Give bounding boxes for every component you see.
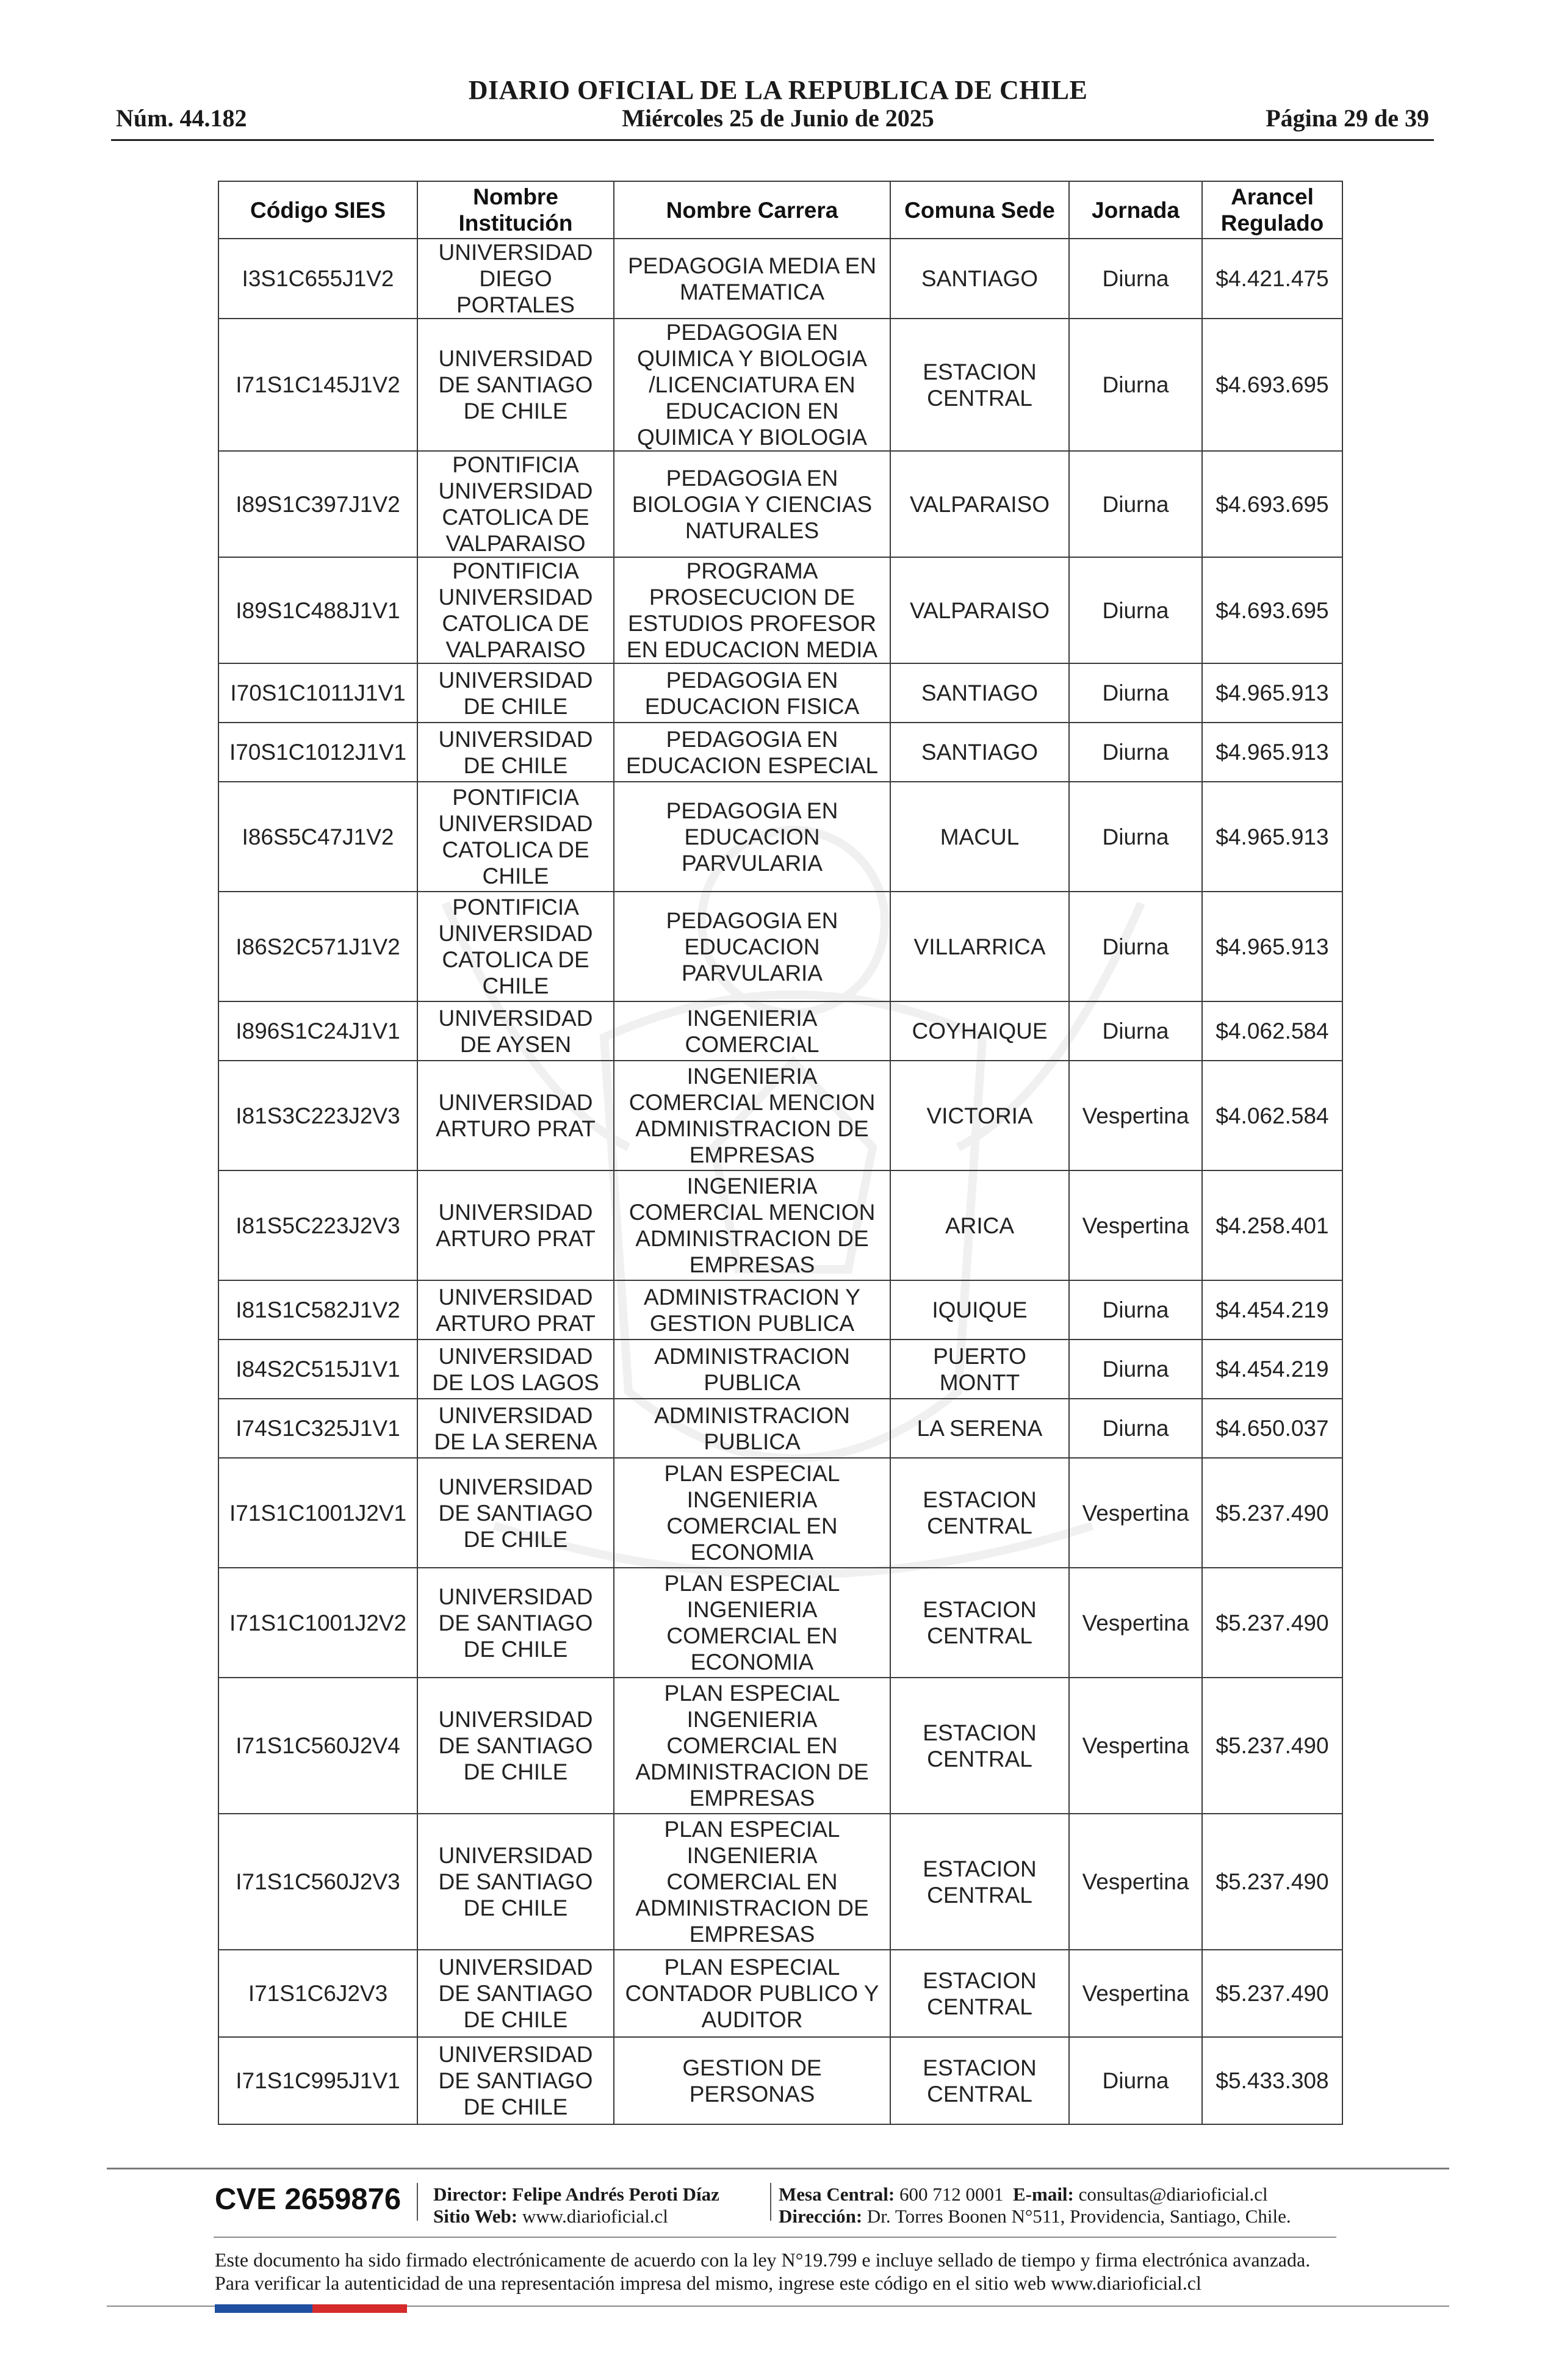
cell-arancel: $4.258.401 (1202, 1170, 1342, 1280)
cell-jornada: Diurna (1069, 782, 1202, 892)
cell-codigo: I70S1C1011J1V1 (218, 663, 417, 723)
cell-arancel: $5.237.490 (1202, 1814, 1342, 1950)
cell-carrera: PLAN ESPECIAL INGENIERIA COMERCIAL EN ECONOMIA (614, 1458, 890, 1568)
web-label: Sitio Web: (433, 2205, 518, 2227)
cell-arancel: $4.062.584 (1202, 1001, 1342, 1061)
table-row (218, 1399, 1342, 1458)
cell-institucion: UNIVERSIDAD DE SANTIAGO DE CHILE (417, 1678, 614, 1814)
cell-arancel: $4.454.219 (1202, 1280, 1342, 1340)
cell-arancel: $4.965.913 (1202, 723, 1342, 782)
cell-arancel: $4.965.913 (1202, 782, 1342, 892)
mesa-phone: 600 712 0001 (899, 2183, 1004, 2205)
cell-comuna: ESTACION CENTRAL (890, 319, 1069, 451)
table-row (218, 723, 1342, 782)
director-name: Felipe Andrés Peroti Díaz (512, 2183, 719, 2205)
header-codigo: Código SIES (218, 181, 417, 239)
cell-codigo: I896S1C24J1V1 (218, 1001, 417, 1061)
cell-codigo: I71S1C6J2V3 (218, 1950, 417, 2037)
web-link[interactable]: www.diarioficial.cl (522, 2205, 668, 2227)
cell-arancel: $4.965.913 (1202, 892, 1342, 1001)
cell-jornada: Vespertina (1069, 1568, 1202, 1678)
cell-institucion: UNIVERSIDAD DE SANTIAGO DE CHILE (417, 319, 614, 451)
cell-institucion: UNIVERSIDAD ARTURO PRAT (417, 1170, 614, 1280)
table-row (218, 557, 1342, 663)
cell-comuna: PUERTO MONTT (890, 1340, 1069, 1399)
cell-institucion: PONTIFICIA UNIVERSIDAD CATOLICA DE VALPARAISO (417, 451, 614, 557)
table-header-row (218, 181, 1342, 239)
footer-director-block (433, 2183, 719, 2227)
cell-comuna: SANTIAGO (890, 663, 1069, 723)
cell-institucion: PONTIFICIA UNIVERSIDAD CATOLICA DE VALPARAISO (417, 557, 614, 663)
page-indicator: Página 29 de 39 (1266, 104, 1429, 132)
cell-codigo: I71S1C560J2V4 (218, 1678, 417, 1814)
cell-carrera: PEDAGOGIA EN EDUCACION PARVULARIA (614, 892, 890, 1001)
cell-carrera: PROGRAMA PROSECUCION DE ESTUDIOS PROFESOR EN EDUCACION MEDIA (614, 557, 890, 663)
cell-institucion: PONTIFICIA UNIVERSIDAD CATOLICA DE CHILE (417, 782, 614, 892)
issue-date: Miércoles 25 de Junio de 2025 (622, 104, 934, 132)
email-label: E-mail: (1013, 2183, 1074, 2205)
cell-institucion: UNIVERSIDAD DE CHILE (417, 723, 614, 782)
cell-arancel: $5.433.308 (1202, 2037, 1342, 2124)
flag-stripe-blue (215, 2304, 312, 2313)
cell-institucion: UNIVERSIDAD DE CHILE (417, 663, 614, 723)
direccion-value: Dr. Torres Boonen N°511, Providencia, Santiago, Chile. (866, 2205, 1291, 2227)
legal-notice: Este documento ha sido firmado electrónicamente de acuerdo con la ley N°19.799 e incluye sellado de tiempo y firma electrónica avanzada. Para verificar la autenticidad de una representación impresa del mismo, ingrese este código en el sitio web www.diarioficial.cl (215, 2249, 1311, 2294)
cell-institucion: UNIVERSIDAD DE LOS LAGOS (417, 1340, 614, 1399)
header-comuna: Comuna Sede (890, 181, 1069, 239)
header-jornada: Jornada (1069, 181, 1202, 239)
cell-arancel: $4.454.219 (1202, 1340, 1342, 1399)
cell-arancel: $5.237.490 (1202, 1950, 1342, 2037)
cell-carrera: PEDAGOGIA EN QUIMICA Y BIOLOGIA /LICENCIATURA EN EDUCACION EN QUIMICA Y BIOLOGIA (614, 319, 890, 451)
cell-carrera: ADMINISTRACION PUBLICA (614, 1340, 890, 1399)
table-row (218, 892, 1342, 1001)
cell-institucion: UNIVERSIDAD DE LA SERENA (417, 1399, 614, 1458)
header-divider (111, 139, 1434, 141)
cell-comuna: LA SERENA (890, 1399, 1069, 1458)
header-arancel: Arancel Regulado (1202, 181, 1342, 239)
cell-institucion: UNIVERSIDAD DE SANTIAGO DE CHILE (417, 1814, 614, 1950)
table-row (218, 451, 1342, 557)
table-row (218, 1170, 1342, 1280)
cell-jornada: Diurna (1069, 1001, 1202, 1061)
cell-arancel: $4.693.695 (1202, 451, 1342, 557)
cell-comuna: ESTACION CENTRAL (890, 1950, 1069, 2037)
cell-institucion: PONTIFICIA UNIVERSIDAD CATOLICA DE CHILE (417, 892, 614, 1001)
cell-carrera: ADMINISTRACION PUBLICA (614, 1399, 890, 1458)
cell-jornada: Vespertina (1069, 1678, 1202, 1814)
table-row (218, 319, 1342, 451)
cell-institucion: UNIVERSIDAD DIEGO PORTALES (417, 239, 614, 319)
cell-codigo: I71S1C145J1V2 (218, 319, 417, 451)
mesa-label: Mesa Central: (779, 2183, 895, 2205)
cell-jornada: Diurna (1069, 319, 1202, 451)
cell-jornada: Diurna (1069, 723, 1202, 782)
cell-carrera: ADMINISTRACION Y GESTION PUBLICA (614, 1280, 890, 1340)
cell-institucion: UNIVERSIDAD ARTURO PRAT (417, 1061, 614, 1170)
cell-arancel: $5.237.490 (1202, 1678, 1342, 1814)
cell-codigo: I71S1C560J2V3 (218, 1814, 417, 1950)
cell-carrera: INGENIERIA COMERCIAL MENCION ADMINISTRACION DE EMPRESAS (614, 1061, 890, 1170)
cell-institucion: UNIVERSIDAD DE SANTIAGO DE CHILE (417, 1568, 614, 1678)
cell-arancel: $4.650.037 (1202, 1399, 1342, 1458)
cell-comuna: SANTIAGO (890, 239, 1069, 319)
cell-codigo: I74S1C325J1V1 (218, 1399, 417, 1458)
cell-arancel: $4.693.695 (1202, 319, 1342, 451)
newspaper-title: DIARIO OFICIAL DE LA REPUBLICA DE CHILE (468, 75, 1088, 105)
cell-jornada: Diurna (1069, 2037, 1202, 2124)
cell-codigo: I71S1C995J1V1 (218, 2037, 417, 2124)
cell-codigo: I81S5C223J2V3 (218, 1170, 417, 1280)
table-row (218, 1458, 1342, 1568)
cell-comuna: ESTACION CENTRAL (890, 1678, 1069, 1814)
cell-carrera: PEDAGOGIA EN EDUCACION PARVULARIA (614, 782, 890, 892)
cell-arancel: $4.421.475 (1202, 239, 1342, 319)
cell-carrera: PLAN ESPECIAL INGENIERIA COMERCIAL EN ECONOMIA (614, 1568, 890, 1678)
cell-institucion: UNIVERSIDAD DE SANTIAGO DE CHILE (417, 2037, 614, 2124)
cell-jornada: Diurna (1069, 663, 1202, 723)
cell-institucion: UNIVERSIDAD ARTURO PRAT (417, 1280, 614, 1340)
cell-jornada: Diurna (1069, 451, 1202, 557)
table-row (218, 239, 1342, 319)
cell-carrera: PEDAGOGIA EN EDUCACION FISICA (614, 663, 890, 723)
tuition-table (218, 181, 1343, 2125)
cell-comuna: ARICA (890, 1170, 1069, 1280)
cell-codigo: I84S2C515J1V1 (218, 1340, 417, 1399)
cell-comuna: ESTACION CENTRAL (890, 1458, 1069, 1568)
cell-carrera: INGENIERIA COMERCIAL (614, 1001, 890, 1061)
table-row (218, 782, 1342, 892)
table-row (218, 1814, 1342, 1950)
table-row (218, 1340, 1342, 1399)
cell-carrera: PLAN ESPECIAL INGENIERIA COMERCIAL EN ADMINISTRACION DE EMPRESAS (614, 1678, 890, 1814)
cell-carrera: PLAN ESPECIAL INGENIERIA COMERCIAL EN ADMINISTRACION DE EMPRESAS (614, 1814, 890, 1950)
cell-jornada: Diurna (1069, 557, 1202, 663)
cell-carrera: PEDAGOGIA EN BIOLOGIA Y CIENCIAS NATURALES (614, 451, 890, 557)
cell-jornada: Vespertina (1069, 1458, 1202, 1568)
table-row (218, 1568, 1342, 1678)
footer-contact-block (779, 2183, 1291, 2227)
cell-codigo: I86S5C47J1V2 (218, 782, 417, 892)
cell-codigo: I81S1C582J1V2 (218, 1280, 417, 1340)
email-link[interactable]: consultas@diarioficial.cl (1078, 2183, 1268, 2205)
issue-number: Núm. 44.182 (116, 104, 247, 132)
cell-codigo: I86S2C571J1V2 (218, 892, 417, 1001)
cell-comuna: ESTACION CENTRAL (890, 2037, 1069, 2124)
cell-carrera: GESTION DE PERSONAS (614, 2037, 890, 2124)
cell-comuna: MACUL (890, 782, 1069, 892)
header-carrera: Nombre Carrera (614, 181, 890, 239)
cell-jornada: Vespertina (1069, 1061, 1202, 1170)
cell-institucion: UNIVERSIDAD DE SANTIAGO DE CHILE (417, 1950, 614, 2037)
cell-comuna: IQUIQUE (890, 1280, 1069, 1340)
cell-comuna: ESTACION CENTRAL (890, 1814, 1069, 1950)
cell-jornada: Diurna (1069, 1280, 1202, 1340)
footer-separator (770, 2183, 771, 2221)
cell-arancel: $4.965.913 (1202, 663, 1342, 723)
cell-jornada: Diurna (1069, 892, 1202, 1001)
footer-divider-top (107, 2168, 1449, 2169)
table-row (218, 663, 1342, 723)
table-row (218, 1001, 1342, 1061)
table-row (218, 2037, 1342, 2124)
cell-jornada: Vespertina (1069, 1170, 1202, 1280)
cell-carrera: INGENIERIA COMERCIAL MENCION ADMINISTRACION DE EMPRESAS (614, 1170, 890, 1280)
cell-institucion: UNIVERSIDAD DE AYSEN (417, 1001, 614, 1061)
cell-comuna: ESTACION CENTRAL (890, 1568, 1069, 1678)
cell-codigo: I71S1C1001J2V1 (218, 1458, 417, 1568)
cell-comuna: SANTIAGO (890, 723, 1069, 782)
cell-arancel: $5.237.490 (1202, 1568, 1342, 1678)
flag-stripe-red (312, 2304, 407, 2313)
cell-codigo: I89S1C488J1V1 (218, 557, 417, 663)
cell-jornada: Diurna (1069, 1340, 1202, 1399)
cell-codigo: I81S3C223J2V3 (218, 1061, 417, 1170)
cell-jornada: Vespertina (1069, 1950, 1202, 2037)
footer-separator (417, 2183, 418, 2221)
cell-codigo: I70S1C1012J1V1 (218, 723, 417, 782)
cell-arancel: $5.237.490 (1202, 1458, 1342, 1568)
table-row (218, 1280, 1342, 1340)
table-row (218, 1950, 1342, 2037)
direccion-label: Dirección: (779, 2205, 863, 2227)
cell-comuna: VALPARAISO (890, 557, 1069, 663)
cell-jornada: Vespertina (1069, 1814, 1202, 1950)
cell-comuna: VICTORIA (890, 1061, 1069, 1170)
cell-codigo: I71S1C1001J2V2 (218, 1568, 417, 1678)
cell-carrera: PEDAGOGIA MEDIA EN MATEMATICA (614, 239, 890, 319)
cell-arancel: $4.693.695 (1202, 557, 1342, 663)
footer-divider-mid (214, 2237, 1336, 2238)
cell-comuna: COYHAIQUE (890, 1001, 1069, 1061)
cell-comuna: VILLARRICA (890, 892, 1069, 1001)
cell-carrera: PEDAGOGIA EN EDUCACION ESPECIAL (614, 723, 890, 782)
table-row (218, 1678, 1342, 1814)
cell-institucion: UNIVERSIDAD DE SANTIAGO DE CHILE (417, 1458, 614, 1568)
cell-jornada: Diurna (1069, 1399, 1202, 1458)
table-row (218, 1061, 1342, 1170)
cell-arancel: $4.062.584 (1202, 1061, 1342, 1170)
cell-codigo: I89S1C397J1V2 (218, 451, 417, 557)
cell-jornada: Diurna (1069, 239, 1202, 319)
director-label: Director: (433, 2183, 508, 2205)
cell-comuna: VALPARAISO (890, 451, 1069, 557)
cve-code: CVE 2659876 (215, 2183, 402, 2216)
cell-codigo: I3S1C655J1V2 (218, 239, 417, 319)
cell-carrera: PLAN ESPECIAL CONTADOR PUBLICO Y AUDITOR (614, 1950, 890, 2037)
header-institucion: Nombre Institución (417, 181, 614, 239)
